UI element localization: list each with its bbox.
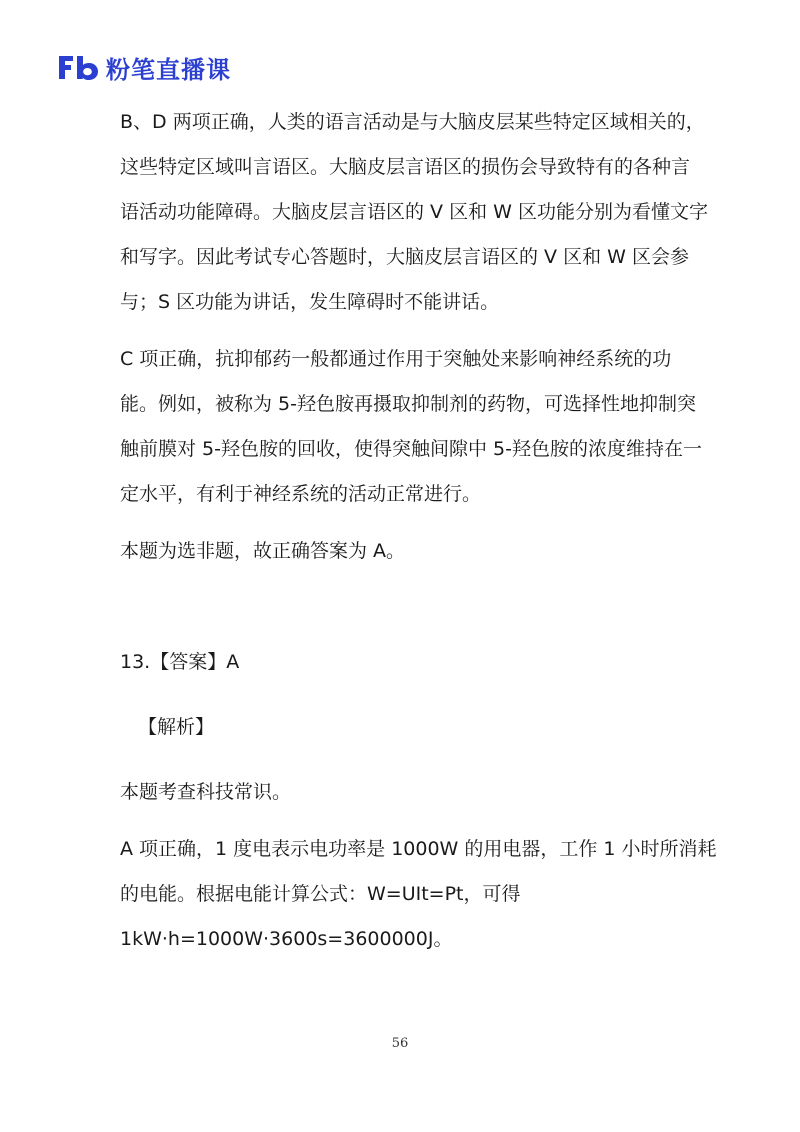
analysis-heading — [120, 705, 690, 750]
text-line: 13.【答案】A — [120, 651, 240, 673]
text-line: 语活动功能障碍。大脑皮层言语区的 V 区和 W 区功能分别为看懂文字 — [120, 201, 708, 223]
text-line: 的电能。根据电能计算公式：W=UIt=Pt，可得 — [120, 883, 521, 905]
text-line: 1kW·h=1000W·3600s=3600000J。 — [120, 928, 453, 950]
text-line: 本题为选非题，故正确答案为 A。 — [120, 540, 406, 562]
text-line: 触前膜对 5-羟色胺的回收，使得突触间隙中 5-羟色胺的浓度维持在一 — [120, 438, 702, 460]
paragraph-a-correct — [120, 827, 717, 962]
text-line: B、D 两项正确，人类的语言活动是与大脑皮层某些特定区域相关的， — [120, 111, 705, 133]
text-line: 这些特定区域叫言语区。大脑皮层言语区的损伤会导致特有的各种言 — [120, 156, 691, 178]
answer-heading — [120, 640, 690, 685]
text-line: C 项正确，抗抑郁药一般都通过作用于突触处来影响神经系统的功 — [120, 348, 672, 370]
text-line: 【解析】 — [138, 716, 215, 738]
header — [56, 50, 231, 84]
text-line: 能。例如，被称为 5-羟色胺再摄取抑制剂的药物，可选择性地抑制突 — [120, 393, 696, 415]
text-line: 定水平，有利于神经系统的活动正常进行。 — [120, 483, 482, 505]
text-line: 和写字。因此考试专心答题时，大脑皮层言语区的 V 区和 W 区会参 — [120, 246, 689, 268]
document-body — [120, 100, 717, 962]
paragraph-conclusion — [120, 529, 690, 574]
fenbi-logo-icon — [56, 52, 100, 82]
text-line: 本题考查科技常识。 — [120, 781, 292, 803]
paragraph-c-correct — [120, 337, 702, 517]
paragraph-bd-correct — [120, 100, 708, 325]
brand-title: 粉笔直播课 — [106, 55, 231, 84]
text-line: 与；S 区功能为讲话，发生障碍时不能讲话。 — [120, 291, 500, 313]
page-number: 56 — [391, 1036, 409, 1051]
paragraph-topic — [120, 770, 690, 815]
text-line: A 项正确，1 度电表示电功率是 1000W 的用电器，工作 1 小时所消耗 — [120, 838, 717, 860]
